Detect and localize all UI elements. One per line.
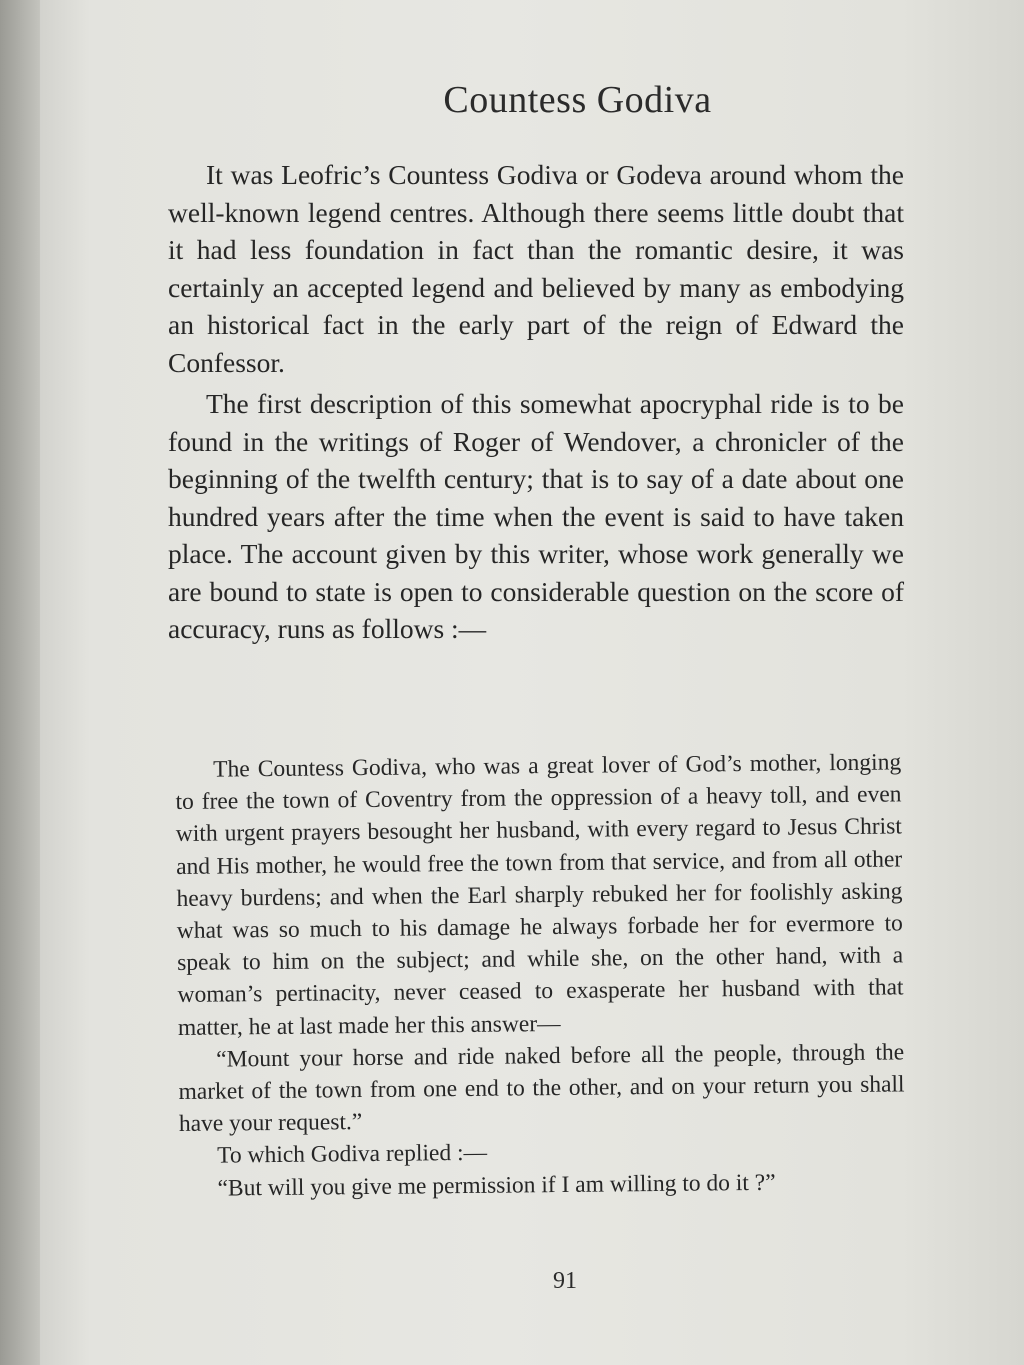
book-page: [40, 0, 1024, 1365]
quote-paragraph: The Countess Godiva, who was a great lover of God’s mother, longing to free the town of Coventry from the oppression of a heavy toll, and even with urgent prayers besought her husband, with every regard to Jesus Christ and His mother, he would free the town from that service, and from all other heavy burdens; and when the Earl sharply rebuked her for foolishly asking what was so much to his damage he always forbade her for evermore to speak to him on the subject; and while she, on the other hand, with a woman’s pertinacity, never ceased to exasperate her husband with that matter, he at last made her this answer—: [175, 749, 904, 1041]
paragraph: It was Leofric’s Countess Godiva or Godeva around whom the well-known legend centres. Although there seems little doubt that it had less foundation in fact than the romantic desire, it was certainly an accepted legend and believed by many as embodying an historical fact in the early part of the reign of Edward the Confessor.: [168, 159, 904, 378]
paragraph: The first description of this somewhat apocryphal ride is to be found in the writings of Roger of Wendover, a chronicler of the beginning of the twelfth century; that is to say of a date about one hundred years after the time when the event is said to have taken place. The account given by this writer, whose work generally we are bound to state is open to considerable question on the score of accuracy, runs as follows :—: [168, 388, 904, 644]
page-title: Countess Godiva: [443, 79, 712, 121]
book-gutter: [0, 0, 40, 1365]
main-text: [168, 156, 904, 648]
quote-paragraph: “Mount your horse and ride naked before all the people, through the market of the town from one end to the other, and on your return you shall have your request.”: [178, 1039, 905, 1138]
quote-paragraph: “But will you give me permission if I am willing to do it ?”: [217, 1169, 776, 1202]
page-number: 91: [553, 1268, 577, 1294]
quoted-account: [175, 746, 906, 1204]
quote-paragraph: To which Godiva replied :—: [217, 1140, 488, 1170]
